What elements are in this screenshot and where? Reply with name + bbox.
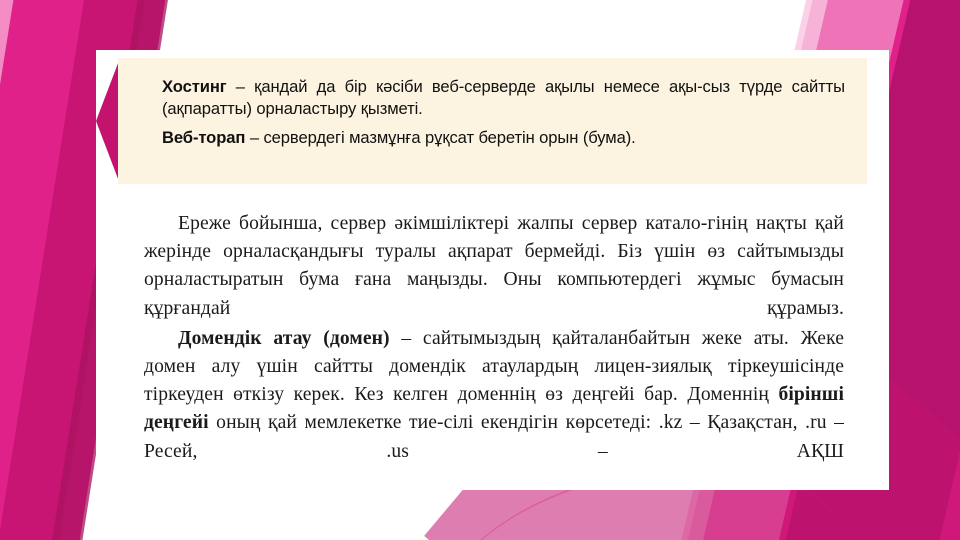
paragraph-domain-text: – сайтымыздың қайталанбайтын жеке аты. Жеке домен алу үшін сайтты домендік атаулардың лицен-зиялық тіркеушісінде тіркеуден өткізу керек. Кез келген доменнің өз деңгейі бар. Доменнің [144,327,845,406]
definition-callout [96,58,867,184]
definition-website [162,127,845,149]
paragraph-rules-text: Ереже бойынша, сервер әкімшіліктері жалпы сервер катало-гінің нақты қай жерінде орналасқандығы туралы ақпарат бермейді. Біз үшін өз сайтымызды орналастыратын бума ғана маңызды. Оны компьютердегі жұмыс бумасын құрғандай құрамыз. [144,213,844,319]
definition-website-term: Веб-торап [162,128,246,148]
content-card [96,50,889,490]
callout-arrow-icon [96,58,120,184]
paragraph-domain [144,325,844,466]
paragraph-rules [144,210,844,323]
paragraph-domain-lead: Домендік атау (домен) [178,327,390,349]
body-text [144,210,844,466]
paragraph-domain-emphasis: бірінші деңгейі [144,384,844,434]
definition-hosting-text: – қандай да бір кәсіби веб-серверде ақылы немесе ақы-сыз түрде сайтты (ақпаратты) орналастыру қызметі. [162,77,845,119]
definition-hosting-term: Хостинг [162,77,227,96]
paragraph-domain-tail: оның қай мемлекетке тие-сілі екендігін көрсетеді: .kz – Қазақстан, .ru – Ресей, .us – АҚШ [144,412,844,462]
definition-hosting [162,76,845,120]
definition-website-text: – сервердегі мазмұнға рұқсат беретін орын (бума). [245,128,636,148]
callout-box [118,58,867,184]
